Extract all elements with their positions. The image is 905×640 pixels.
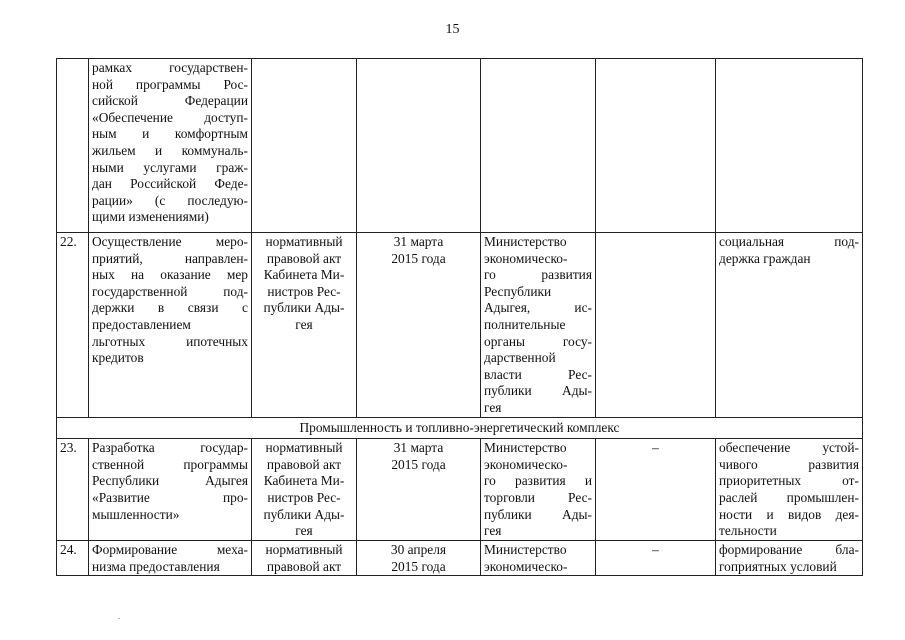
responsible_lines-line: го развития	[484, 267, 592, 283]
table-row	[57, 541, 863, 576]
responsible_lines-line: торговли Рес-	[484, 489, 592, 505]
form_lines-line: гея	[295, 523, 313, 539]
table-row	[57, 439, 863, 541]
row-number-cell: 23.	[57, 439, 89, 541]
responsible_lines-line: публики Ады-	[484, 506, 592, 522]
responsible_lines-line: го развития и	[484, 473, 592, 489]
action_lines-line: рации» (с последую-	[92, 192, 248, 208]
responsible_lines-line: Министерство	[484, 542, 567, 558]
deadline-cell	[357, 439, 481, 541]
action_lines-line: держки в связи с	[92, 300, 248, 316]
result-cell	[716, 439, 863, 541]
row-number-cell	[57, 59, 89, 233]
row-number-cell: 24.	[57, 541, 89, 576]
form-cell	[252, 233, 357, 418]
action-cell	[89, 233, 252, 418]
responsible_lines-line: Министерство	[484, 234, 567, 249]
form_lines-line: нистров Рес-	[267, 283, 341, 299]
action_lines-line: Республики Адыгея	[92, 473, 248, 489]
action_lines-line: ным и комфортным	[92, 126, 248, 142]
form_lines-line: публики Ады-	[263, 300, 345, 316]
action_lines-line: Осуществление меро-	[92, 234, 248, 249]
page-number: 15	[445, 22, 460, 37]
action_lines-line: государственной под-	[92, 283, 248, 299]
form_lines-line: нистров Рес-	[267, 489, 341, 505]
deadline-cell	[357, 233, 481, 418]
action_lines-line: Разработка государ-	[92, 440, 248, 456]
responsible_lines-line: экономическо-	[484, 250, 568, 266]
row-number-cell: 22.	[57, 233, 89, 418]
action_lines-line: жильем и коммуналь-	[92, 142, 248, 158]
result-cell	[716, 541, 863, 576]
responsible-cell	[481, 233, 596, 418]
funding-cell: –	[596, 541, 716, 576]
responsible-cell	[481, 541, 596, 576]
action_lines-line: рамках государствен-	[92, 60, 248, 75]
action_lines-line: льготных ипотечных	[92, 333, 248, 349]
action_lines-line: «Обеспечение доступ-	[92, 109, 248, 125]
action_lines-line: приятий, направлен-	[92, 250, 248, 266]
form_lines-line: правовой акт	[266, 558, 342, 574]
responsible_lines-line: гея	[484, 399, 502, 415]
action_lines-line: низма предоставления	[92, 558, 220, 574]
action_lines-line: ной программы Рос-	[92, 76, 248, 92]
action_lines-line: щими изменениями)	[92, 209, 209, 225]
form_lines-line: Кабинета Ми-	[263, 267, 345, 283]
form_lines-line: гея	[295, 316, 313, 332]
section-heading-row	[57, 417, 863, 439]
table-row	[57, 233, 863, 418]
responsible_lines-line: Республики	[484, 283, 552, 299]
deadline_lines-line: 30 апреля	[390, 542, 447, 558]
funding-cell	[596, 233, 716, 418]
responsible_lines-line: публики Ады-	[484, 383, 592, 399]
action_lines-line: ными услугами граж-	[92, 159, 248, 175]
form_lines-line: нормативный	[265, 542, 343, 558]
action_lines-line: сийской Федерации	[92, 93, 248, 109]
deadline-cell	[357, 59, 481, 233]
section-heading: Промышленность и топливно-энергетический комплекс	[57, 417, 863, 439]
action_lines-line: ных на оказание мер	[92, 267, 248, 283]
form-cell	[252, 439, 357, 541]
form_lines-line: нормативный	[265, 234, 343, 249]
action_lines-line: Формирование меха-	[92, 542, 248, 558]
responsible_lines-line: власти Рес-	[484, 366, 592, 382]
funding-cell	[596, 59, 716, 233]
result_lines-line: раслей промышлен-	[719, 489, 859, 505]
form_lines-line: публики Ады-	[263, 506, 345, 522]
result-cell	[716, 59, 863, 233]
result_lines-line: обеспечение устой-	[719, 440, 859, 456]
result_lines-line: гоприятных условий	[719, 558, 837, 574]
result_lines-line: чивого развития	[719, 456, 859, 472]
result_lines-line: формирование бла-	[719, 542, 859, 558]
result_lines-line: приоритетных от-	[719, 473, 859, 489]
form_lines-line: нормативный	[265, 440, 343, 456]
deadline_lines-line: 2015 года	[391, 250, 446, 266]
deadline_lines-line: 31 марта	[393, 234, 444, 249]
plan-table	[56, 58, 863, 576]
responsible_lines-line: Министерство	[484, 440, 567, 456]
deadline_lines-line: 31 марта	[393, 440, 444, 456]
scan-speck	[118, 618, 120, 619]
responsible_lines-line: Адыгея, ис-	[484, 300, 592, 316]
action_lines-line: предоставлением	[92, 316, 191, 332]
responsible_lines-line: дарственной	[484, 350, 556, 366]
action_lines-line: ственной программы	[92, 456, 248, 472]
responsible-cell	[481, 439, 596, 541]
action_lines-line: мышленности»	[92, 506, 180, 522]
responsible_lines-line: органы госу-	[484, 333, 592, 349]
action-cell	[89, 439, 252, 541]
action_lines-line: «Развитие про-	[92, 489, 248, 505]
result_lines-line: ности и видов дея-	[719, 506, 859, 522]
result_lines-line: социальная под-	[719, 234, 859, 249]
action_lines-line: дан Российской Феде-	[92, 176, 248, 192]
deadline_lines-line: 2015 года	[391, 558, 446, 574]
responsible_lines-line: полнительные	[484, 316, 566, 332]
form_lines-line: правовой акт	[266, 456, 342, 472]
responsible_lines-line: экономическо-	[484, 456, 568, 472]
table-row	[57, 59, 863, 233]
result-cell	[716, 233, 863, 418]
action_lines-line: кредитов	[92, 350, 144, 366]
responsible_lines-line: гея	[484, 523, 502, 539]
deadline-cell	[357, 541, 481, 576]
action-cell	[89, 59, 252, 233]
form_lines-line: Кабинета Ми-	[263, 473, 345, 489]
deadline_lines-line: 2015 года	[391, 456, 446, 472]
form_lines-line: правовой акт	[266, 250, 342, 266]
result_lines-line: тельности	[719, 523, 777, 539]
funding-cell: –	[596, 439, 716, 541]
result_lines-line: держка граждан	[719, 250, 811, 266]
form-cell	[252, 59, 357, 233]
action-cell	[89, 541, 252, 576]
responsible_lines-line: экономическо-	[484, 558, 568, 574]
responsible-cell	[481, 59, 596, 233]
form-cell	[252, 541, 357, 576]
